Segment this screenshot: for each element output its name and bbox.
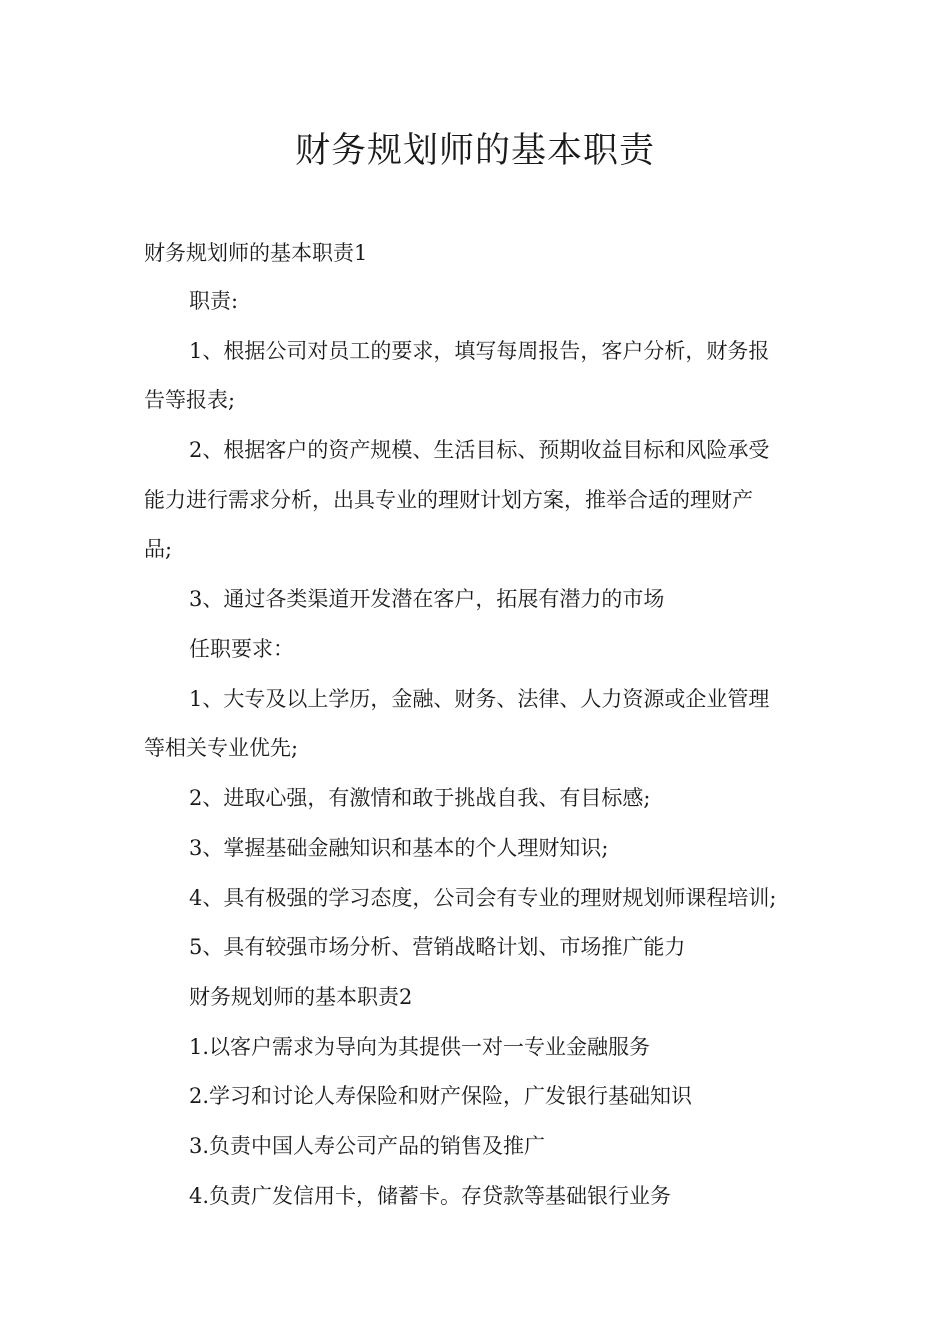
duty-1-line-2: 告等报表; [144,388,236,412]
requirement-3: 3、掌握基础金融知识和基本的个人理财知识; [189,836,609,860]
item-4: 4.负责广发信用卡，储蓄卡。存贷款等基础银行业务 [189,1184,672,1208]
requirement-5: 5、具有较强市场分析、营销战略计划、市场推广能力 [189,935,686,959]
duty-3: 3、通过各类渠道开发潜在客户，拓展有潜力的市场 [189,587,665,611]
duty-2-line-3: 品; [144,537,173,561]
duties-label: 职责: [189,289,239,313]
requirement-2: 2、进取心强，有激情和敢于挑战自我、有目标感; [189,786,651,810]
item-1: 1.以客户需求为导向为其提供一对一专业金融服务 [189,1035,651,1059]
duty-1-line-1: 1、根据公司对员工的要求，填写每周报告，客户分析，财务报 [189,339,770,363]
requirement-1-line-2: 等相关专业优先; [144,736,299,760]
section-heading-2: 财务规划师的基本职责2 [189,985,413,1009]
duty-2-line-2: 能力进行需求分析，出具专业的理财计划方案，推举合适的理财产 [144,488,753,512]
requirements-label: 任职要求： [189,637,294,661]
requirement-4: 4、具有极强的学习态度，公司会有专业的理财规划师课程培训; [189,886,777,910]
item-2: 2.学习和讨论人寿保险和财产保险，广发银行基础知识 [189,1084,693,1108]
section-heading-1: 财务规划师的基本职责1 [144,241,368,265]
duty-2-line-1: 2、根据客户的资产规模、生活目标、预期收益目标和风险承受 [189,438,770,462]
requirement-1-line-1: 1、大专及以上学历，金融、财务、法律、人力资源或企业管理 [189,687,770,711]
document-title: 财务规划师的基本职责 [294,131,655,171]
item-3: 3.负责中国人寿公司产品的销售及推广 [189,1134,546,1158]
